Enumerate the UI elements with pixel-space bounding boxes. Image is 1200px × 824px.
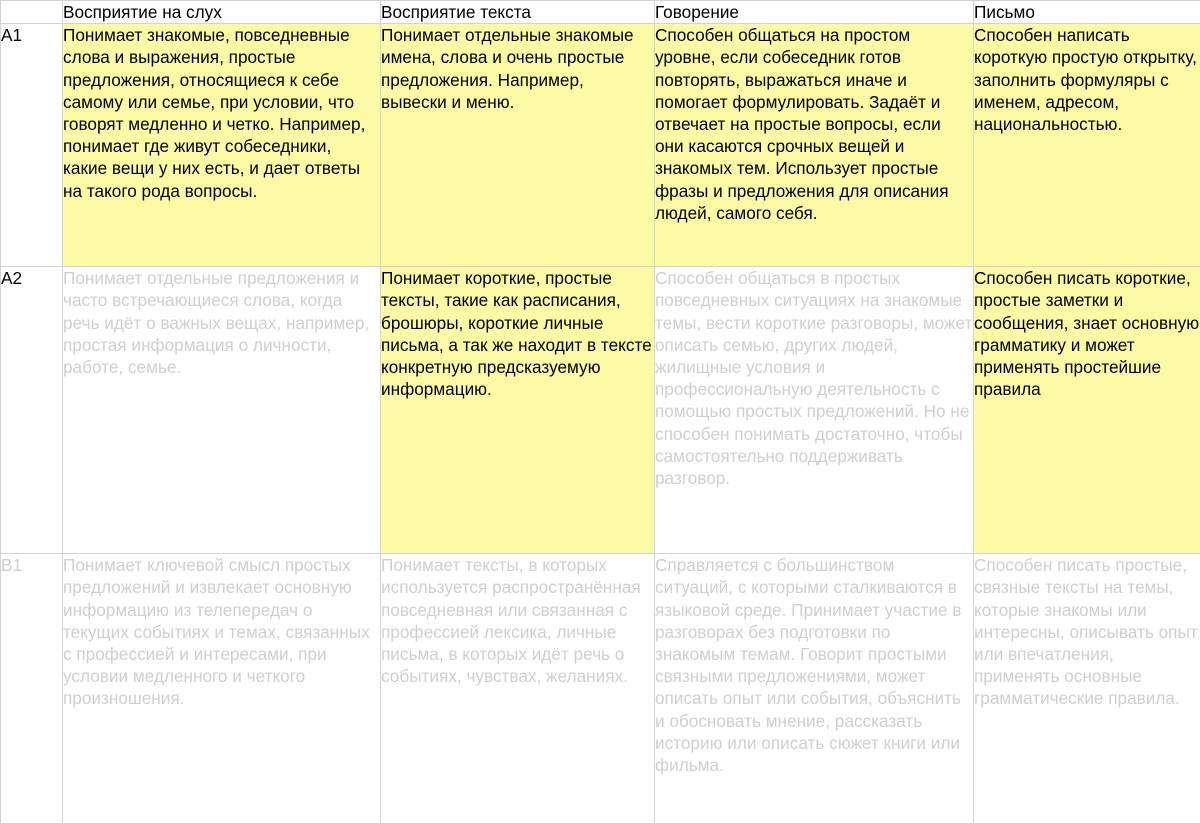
header-listening: Восприятие на слух (63, 1, 381, 24)
cell-text: Способен писать простые, связные тексты на темы, которые знакомы или интересны, описывать опыт или впечатления, применять основные грамматические правила. (974, 554, 1200, 709)
cell-a1-speaking (655, 24, 974, 267)
cell-a2-writing (974, 267, 1200, 554)
cell-text: Справляется с большинством ситуаций, с которыми сталкиваются в языковой среде. Принимает участие в разговорах без подготовки по знакомым темам. Говорит простыми связными предложениями, может описать опыт или события, объяснить и обосновать мнение, рассказать историю или описать сюжет книги или фильма. (655, 554, 973, 776)
cell-b1-listening (63, 554, 381, 824)
cell-text: Понимает тексты, в которых используется распространённая повседневная или связанная с профессией лексика, личные письма, в которых идёт речь о событиях, чувствах, желаниях. (381, 554, 654, 687)
cell-a2-reading (381, 267, 655, 554)
header-speaking: Говорение (655, 1, 974, 24)
cell-text: Понимает знакомые, повседневные слова и выражения, простые предложения, относящиеся к себе самому или семье, при условии, что говорят медленно и четко. Например, понимает где живут собеседники, какие вещи у них есть, и дает ответы на такого рода вопросы. (63, 24, 380, 202)
table-row (1, 554, 1200, 824)
cell-b1-speaking (655, 554, 974, 824)
level-label-a2: A2 (1, 267, 63, 554)
cell-text: Способен писать короткие, простые заметки и сообщения, знает основную грамматику и может применять простейшие правила (974, 267, 1200, 400)
level-label-a1: A1 (1, 24, 63, 267)
header-corner (1, 1, 63, 24)
cell-text: Способен общаться на простом уровне, если собеседник готов повторять, выражаться иначе и помогает формулировать. Задаёт и отвечает на простые вопросы, если они касаются срочных вещей и знакомых тем. Использует простые фразы и предложения для описания людей, самого себя. (655, 24, 973, 224)
cell-text: Понимает отдельные знакомые имена, слова и очень простые предложения. Например, вывески и меню. (381, 24, 654, 113)
cell-text: Способен общаться в простых повседневных ситуациях на знакомые темы, вести короткие разговоры, может описать семью, других людей, жилищные условия и профессиональную деятельность с помощью простых предложений. Но не способен понимать достаточно, чтобы самостоятельно поддерживать разговор. (655, 267, 973, 489)
table-row (1, 267, 1200, 554)
table-row (1, 24, 1200, 267)
header-reading: Восприятие текста (381, 1, 655, 24)
level-label-b1: B1 (1, 554, 63, 824)
cell-text: Понимает ключевой смысл простых предложений и извлекает основную информацию из телепередач о текущих событиях и темах, связанных с профессией и интересами, при условии медленного и четкого произношения. (63, 554, 380, 709)
cell-a1-writing (974, 24, 1200, 267)
header-writing: Письмо (974, 1, 1200, 24)
cell-a2-listening (63, 267, 381, 554)
cell-text: Способен написать короткую простую открытку, заполнить формуляры с именем, адресом, национальностью. (974, 24, 1200, 135)
cell-a1-listening (63, 24, 381, 267)
cell-a2-speaking (655, 267, 974, 554)
cell-a1-reading (381, 24, 655, 267)
header-row (1, 1, 1200, 24)
cell-b1-reading (381, 554, 655, 824)
cell-text: Понимает короткие, простые тексты, такие как расписания, брошюры, короткие личные письма, а так же находит в тексте конкретную предсказуемую информацию. (381, 267, 654, 400)
cell-b1-writing (974, 554, 1200, 824)
cell-text: Понимает отдельные предложения и часто встречающиеся слова, когда речь идёт о важных вещах, например, простая информация о личности, работе, семье. (63, 267, 380, 378)
